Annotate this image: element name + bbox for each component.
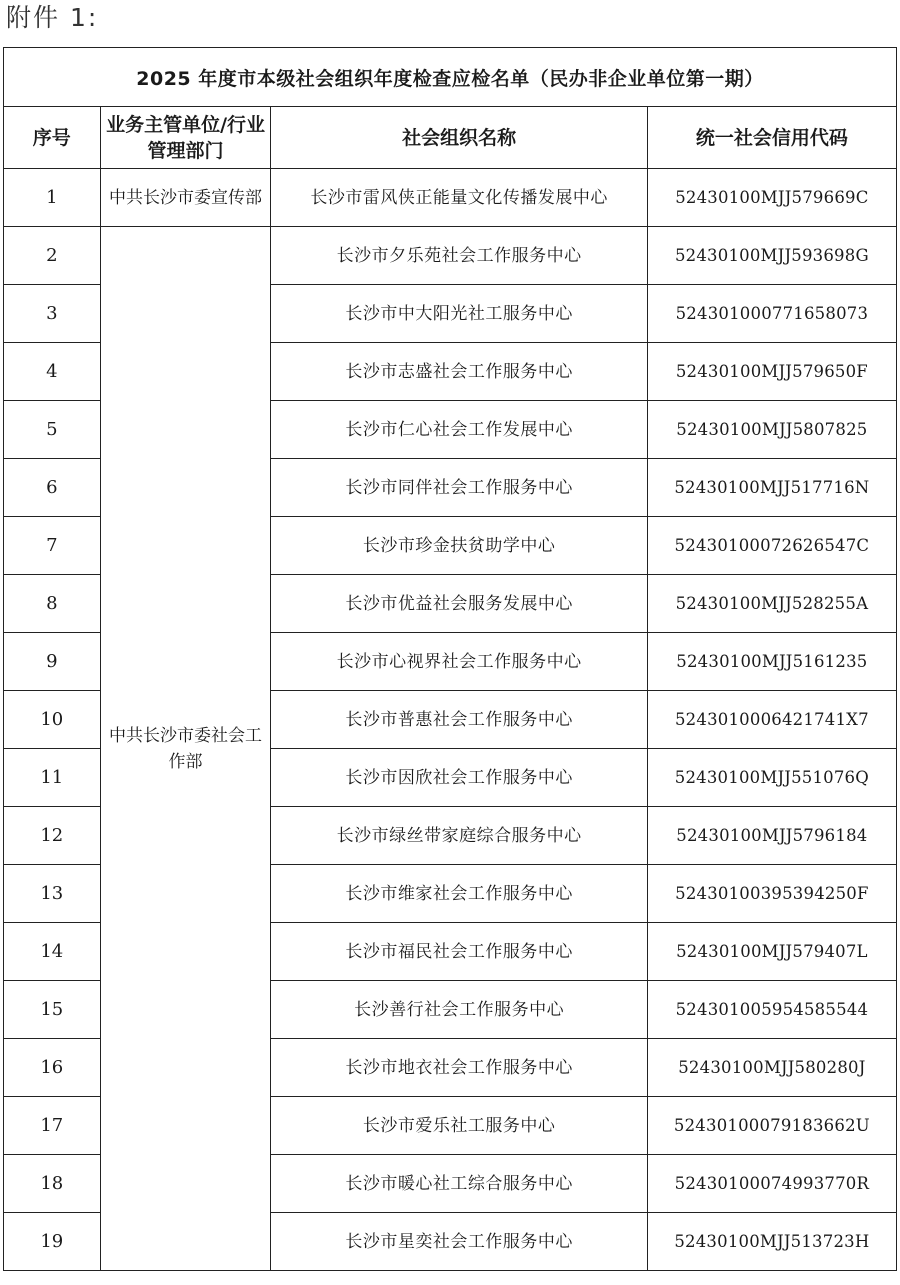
credit-code-cell: 52430100MJJ513723H bbox=[647, 1213, 896, 1271]
org-name-cell: 长沙市同伴社会工作服务中心 bbox=[271, 459, 647, 517]
credit-code-cell: 52430100MJJ5807825 bbox=[647, 401, 896, 459]
credit-code-cell: 52430100MJJ5161235 bbox=[647, 633, 896, 691]
seq-cell: 4 bbox=[4, 343, 101, 401]
seq-cell: 11 bbox=[4, 749, 101, 807]
credit-code-cell: 52430100MJJ528255A bbox=[647, 575, 896, 633]
credit-code-cell: 52430100MJJ5796184 bbox=[647, 807, 896, 865]
table-row bbox=[4, 227, 897, 285]
seq-cell: 6 bbox=[4, 459, 101, 517]
org-name-cell: 长沙市优益社会服务发展中心 bbox=[271, 575, 647, 633]
org-name-cell: 长沙市爱乐社工服务中心 bbox=[271, 1097, 647, 1155]
org-name-cell: 长沙善行社会工作服务中心 bbox=[271, 981, 647, 1039]
seq-cell: 18 bbox=[4, 1155, 101, 1213]
seq-cell: 3 bbox=[4, 285, 101, 343]
org-name-cell: 长沙市因欣社会工作服务中心 bbox=[271, 749, 647, 807]
seq-cell: 10 bbox=[4, 691, 101, 749]
seq-cell: 5 bbox=[4, 401, 101, 459]
credit-code-cell: 52430100MJJ579650F bbox=[647, 343, 896, 401]
seq-cell: 7 bbox=[4, 517, 101, 575]
header-dept: 业务主管单位/行业管理部门 bbox=[100, 107, 271, 169]
inspection-roster-table bbox=[3, 47, 897, 1271]
seq-cell: 8 bbox=[4, 575, 101, 633]
credit-code-cell: 52430100MJJ580280J bbox=[647, 1039, 896, 1097]
table-row bbox=[4, 169, 897, 227]
seq-cell: 19 bbox=[4, 1213, 101, 1271]
org-name-cell: 长沙市志盛社会工作服务中心 bbox=[271, 343, 647, 401]
credit-code-cell: 52430100072626547C bbox=[647, 517, 896, 575]
credit-code-cell: 52430100MJJ551076Q bbox=[647, 749, 896, 807]
dept-cell: 中共长沙市委社会工作部 bbox=[100, 227, 271, 1271]
seq-cell: 16 bbox=[4, 1039, 101, 1097]
org-name-cell: 长沙市绿丝带家庭综合服务中心 bbox=[271, 807, 647, 865]
org-name-cell: 长沙市心视界社会工作服务中心 bbox=[271, 633, 647, 691]
seq-cell: 12 bbox=[4, 807, 101, 865]
header-seq: 序号 bbox=[4, 107, 101, 169]
title-row bbox=[4, 48, 897, 107]
seq-cell: 17 bbox=[4, 1097, 101, 1155]
credit-code-cell: 52430100395394250F bbox=[647, 865, 896, 923]
dept-cell: 中共长沙市委宣传部 bbox=[100, 169, 271, 227]
attachment-label: 附件 1: bbox=[6, 3, 99, 32]
org-name-cell: 长沙市仁心社会工作发展中心 bbox=[271, 401, 647, 459]
org-name-cell: 长沙市福民社会工作服务中心 bbox=[271, 923, 647, 981]
org-name-cell: 长沙市珍金扶贫助学中心 bbox=[271, 517, 647, 575]
seq-cell: 2 bbox=[4, 227, 101, 285]
credit-code-cell: 52430100MJJ517716N bbox=[647, 459, 896, 517]
header-code: 统一社会信用代码 bbox=[647, 107, 896, 169]
credit-code-cell: 52430100MJJ579669C bbox=[647, 169, 896, 227]
seq-cell: 9 bbox=[4, 633, 101, 691]
credit-code-cell: 524301000771658073 bbox=[647, 285, 896, 343]
org-name-cell: 长沙市中大阳光社工服务中心 bbox=[271, 285, 647, 343]
seq-cell: 13 bbox=[4, 865, 101, 923]
seq-cell: 1 bbox=[4, 169, 101, 227]
org-name-cell: 长沙市地衣社会工作服务中心 bbox=[271, 1039, 647, 1097]
seq-cell: 14 bbox=[4, 923, 101, 981]
seq-cell: 15 bbox=[4, 981, 101, 1039]
org-name-cell: 长沙市夕乐苑社会工作服务中心 bbox=[271, 227, 647, 285]
org-name-cell: 长沙市暖心社工综合服务中心 bbox=[271, 1155, 647, 1213]
org-name-cell: 长沙市星奕社会工作服务中心 bbox=[271, 1213, 647, 1271]
credit-code-cell: 524301005954585544 bbox=[647, 981, 896, 1039]
table-title: 2025 年度市本级社会组织年度检查应检名单（民办非企业单位第一期） bbox=[4, 48, 897, 107]
credit-code-cell: 52430100MJJ593698G bbox=[647, 227, 896, 285]
header-name: 社会组织名称 bbox=[271, 107, 647, 169]
credit-code-cell: 52430100MJJ579407L bbox=[647, 923, 896, 981]
header-row bbox=[4, 107, 897, 169]
org-name-cell: 长沙市维家社会工作服务中心 bbox=[271, 865, 647, 923]
org-name-cell: 长沙市雷风侠正能量文化传播发展中心 bbox=[271, 169, 647, 227]
credit-code-cell: 5243010006421741X7 bbox=[647, 691, 896, 749]
org-name-cell: 长沙市普惠社会工作服务中心 bbox=[271, 691, 647, 749]
credit-code-cell: 52430100074993770R bbox=[647, 1155, 896, 1213]
credit-code-cell: 52430100079183662U bbox=[647, 1097, 896, 1155]
